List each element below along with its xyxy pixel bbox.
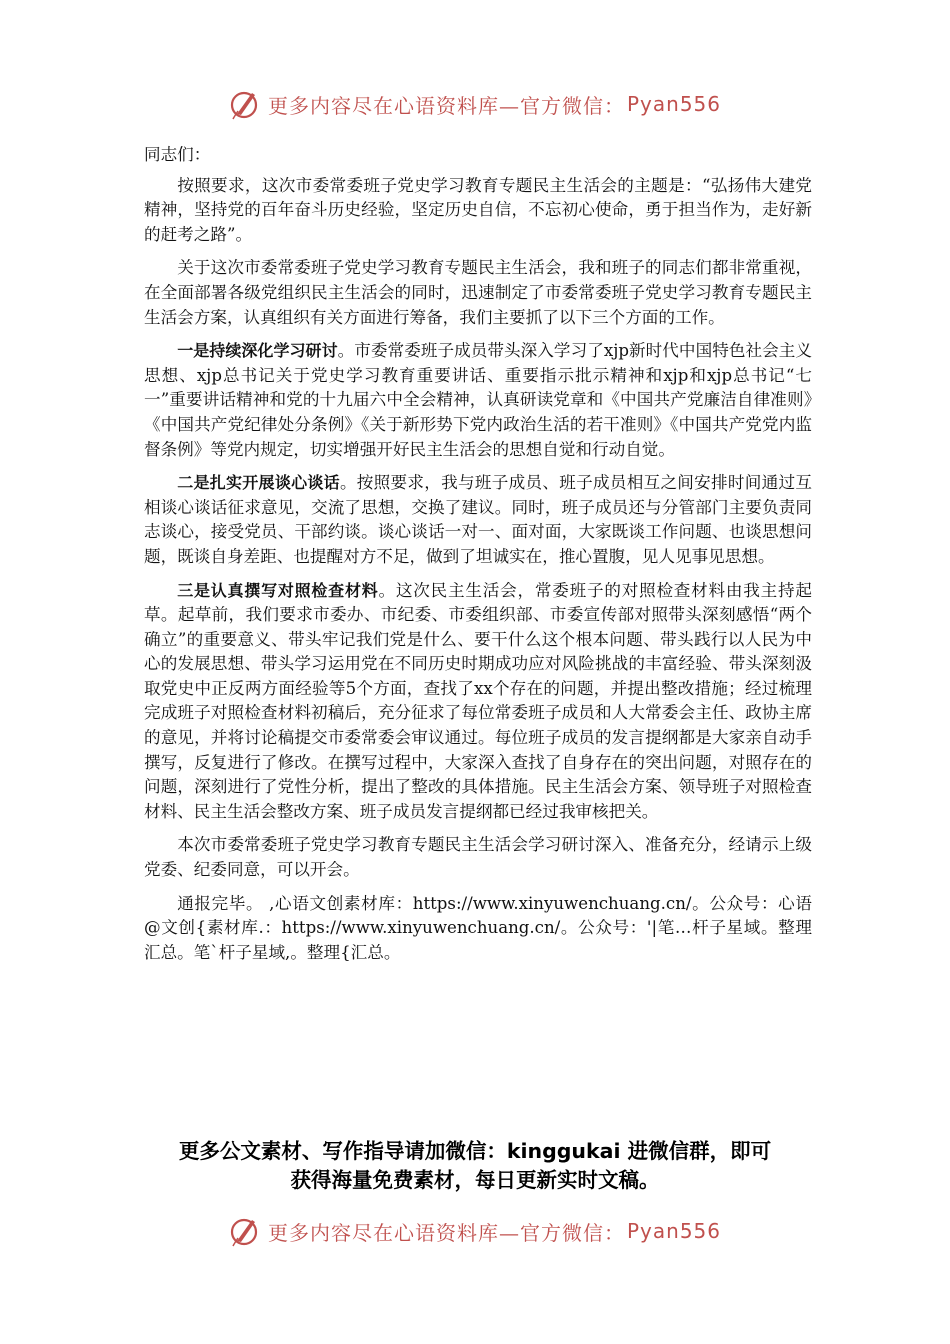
- banner-wechat-id: Pyan556: [627, 1219, 722, 1243]
- paragraph-1: [144, 174, 812, 248]
- greeting: 同志们：: [144, 145, 211, 164]
- paragraph-text: 通报完毕。 ,心语文创素材库：https://www.xinyuwenchuang.cn/。公众号：心语@文创{素材库.：https://www.xinyuwenchuang.cn/。公众号：'|笔…杆子星域。整理汇总。笔`杆子星域,。整理{汇总。: [144, 893, 812, 962]
- promo-line-1: 更多公文素材、写作指导请加微信：kinggukai 进微信群，即可: [178, 1139, 772, 1163]
- document-body: [144, 143, 812, 974]
- paragraph-lead: 一是持续深化学习研讨: [177, 341, 338, 361]
- footer-watermark-banner: [228, 1211, 721, 1251]
- quill-pen-circle-icon: [228, 1214, 262, 1248]
- banner-text: 更多内容尽在心语资料库—官方微信：: [268, 93, 625, 118]
- paragraph-6: [144, 833, 812, 882]
- paragraph-text: 。这次民主生活会，常委班子的对照检查材料由我主持起草。起草前，我们要求市委办、市纪委、市委组织部、市委宣传部对照带头深刻感悟“两个确立”的重要意义、带头牢记我们党是什么、要干什么这个根本问题、带头践行以人民为中心的发展思想、带头学习运用党在不同历史时期成功应对风险挑战的丰富经验、带头深刻汲取党史中正反两方面经验等5个方面，查找了xx个存在的问题，并提出整改措施；经过梳理完成班子对照检查材料初稿后，充分征求了每位常委班子成员和人大常委会主任、政协主席的意见，并将讨论稿提交市委常委会审议通过。每位班子成员的发言提纲都是大家亲自动手撰写，反复进行了修改。在撰写过程中，大家深入查找了自身存在的突出问题，对照存在的问题，深刻进行了党性分析，提出了整改的具体措施。民主生活会方案、领导班子对照检查材料、民主生活会整改方案、班子成员发言提纲都已经过我审核把关。: [144, 580, 812, 821]
- paragraph-text: 按照要求，这次市委常委班子党史学习教育专题民主生活会的主题是：“弘扬伟大建党精神，坚持党的百年奋斗历史经验，坚定历史自信，不忘初心使命，勇于担当作为，走好新的赶考之路”。: [144, 175, 812, 244]
- paragraph-7: [144, 892, 812, 966]
- header-watermark-banner: [228, 84, 721, 124]
- paragraph-text: 。市委常委班子成员带头深入学习了xjp新时代中国特色社会主义思想、xjp总书记关于党史学习教育重要讲话、重要指示批示精神和xjp和xjp总书记“七一”重要讲话精神和党的十九届六中全会精神，认真研读党章和《中国共产党廉洁自律准则》《中国共产党纪律处分条例》《关于新形势下党内政治生活的若干准则》《中国共产党党内监督条例》等党内规定，切实增强开好民主生活会的思想自觉和行动自觉。: [144, 341, 812, 459]
- paragraph-text: 关于这次市委常委班子党史学习教育专题民主生活会，我和班子的同志们都非常重视，在全面部署各级党组织民主生活会的同时，迅速制定了市委常委班子党史学习教育专题民主生活会方案，认真组织有关方面进行筹备，我们主要抓了以下三个方面的工作。: [144, 258, 812, 327]
- paragraph-2: [144, 256, 812, 330]
- paragraph-lead: 三是认真撰写对照检查材料: [177, 580, 379, 600]
- paragraph-5: [144, 579, 812, 825]
- paragraph-3: [144, 339, 812, 462]
- paragraph-4: [144, 471, 812, 569]
- promo-notice: [130, 1137, 820, 1195]
- promo-line-2: 获得海量免费素材，每日更新实时文稿。: [290, 1168, 660, 1192]
- banner-text: 更多内容尽在心语资料库—官方微信：: [268, 1220, 625, 1245]
- paragraph-lead: 二是扎实开展谈心谈话: [177, 473, 340, 493]
- paragraph-text: 。按照要求，我与班子成员、班子成员相互之间安排时间通过互相谈心谈话征求意见，交流了思想，交换了建议。同时，班子成员还与分管部门主要负责同志谈心，接受党员、干部约谈。谈心谈话一对一、面对面，大家既谈工作问题、也谈思想问题，既谈自身差距、也提醒对方不足，做到了坦诚实在，推心置腹，见人见事见思想。: [144, 473, 812, 566]
- paragraph-text: 本次市委常委班子党史学习教育专题民主生活会学习研讨深入、准备充分，经请示上级党委、纪委同意，可以开会。: [144, 835, 812, 880]
- quill-pen-circle-icon: [228, 87, 262, 121]
- banner-wechat-id: Pyan556: [627, 92, 722, 116]
